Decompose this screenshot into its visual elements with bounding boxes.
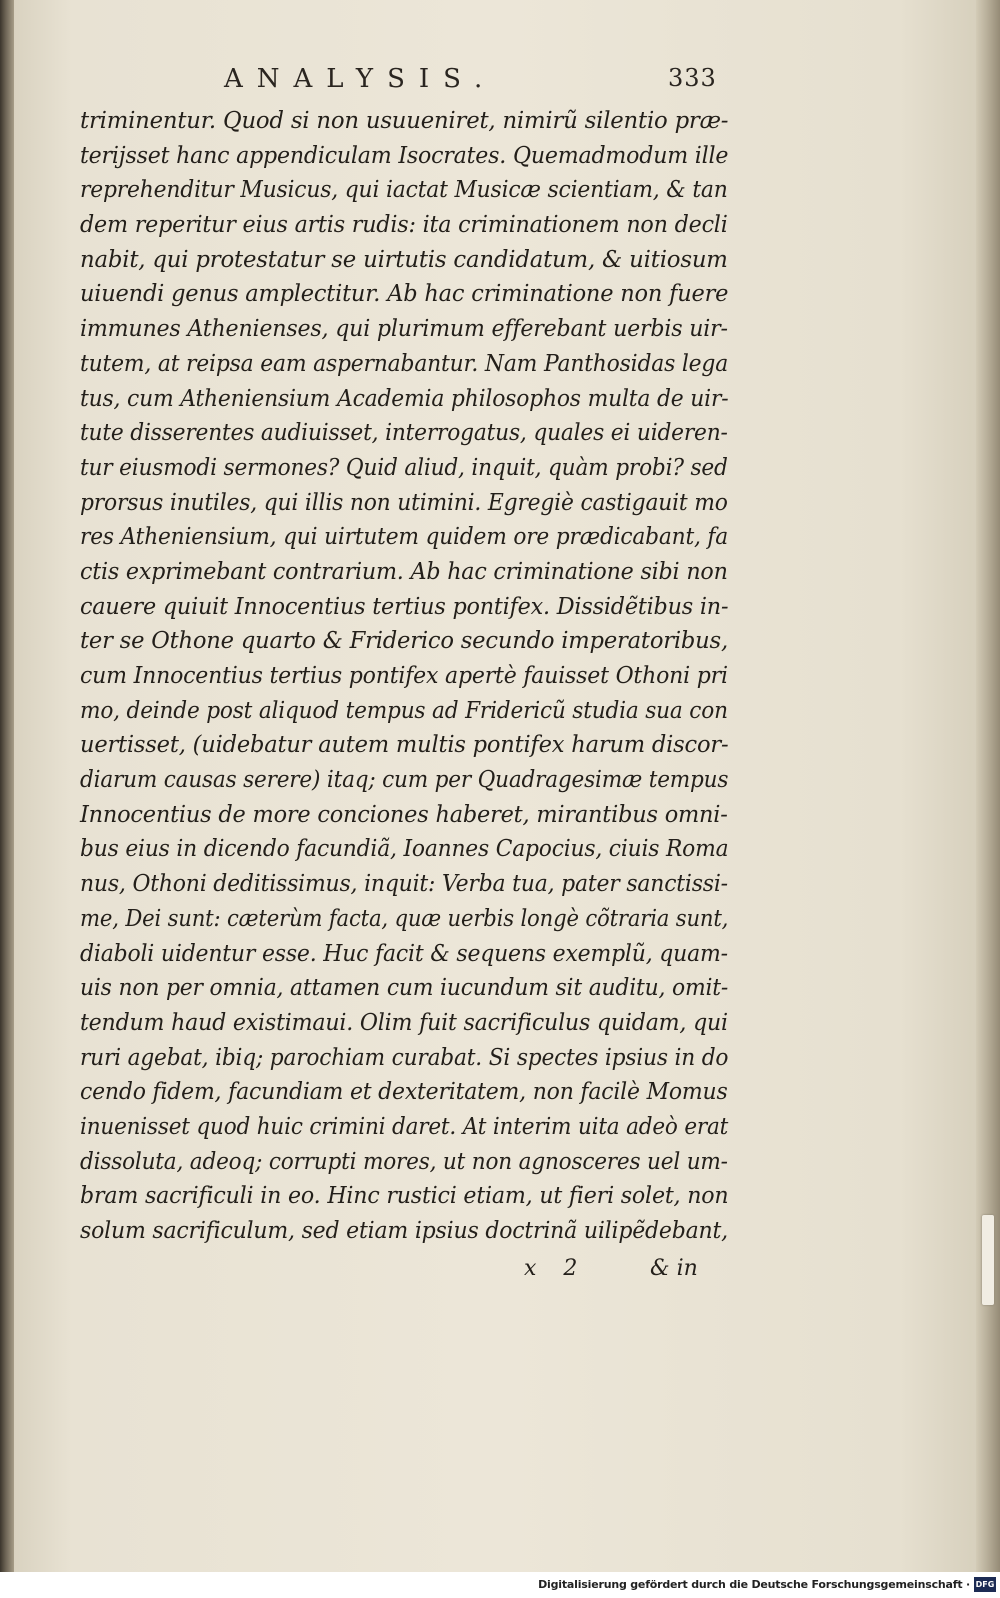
catchword: & in (650, 1256, 698, 1281)
page-fore-edge (976, 0, 1000, 1572)
text-line: ctis exprimebant contrarium. Ab hac criminatione sibi non (80, 558, 728, 585)
text-line: dem reperitur eius artis rudis: ita criminationem non decli (80, 212, 728, 239)
text-line: terijsset hanc appendiculam Isocrates. Quemadmodum ille (80, 142, 729, 169)
text-line: uiuendi genus amplectitur. Ab hac criminatione non fuere (80, 281, 729, 308)
text-line: prorsus inutiles, qui illis non utimini. Egregiè castigauit mo (80, 489, 728, 516)
credit-text: Digitalisierung gefördert durch die Deutsche Forschungsgemeinschaft · (538, 1578, 970, 1591)
text-line: tur eiusmodi sermones? Quid aliud, inquit, quàm probi? sed (80, 454, 728, 481)
text-line: tendum haud existimaui. Olim fuit sacrificulus quidam, qui (80, 1009, 728, 1036)
text-line: diarum causas serere) itaq; cum per Quadragesimæ tempus (80, 767, 729, 794)
dfg-logo: DFG (974, 1577, 996, 1592)
page-footer (14, 1256, 976, 1290)
text-line: uertisset, (uidebatur autem multis pontifex harum discor- (80, 732, 729, 759)
page-header (14, 64, 976, 104)
text-line: mo, deinde post aliquod tempus ad Fridericũ studia sua con (80, 697, 728, 724)
text-line: immunes Athenienses, qui plurimum efferebant uerbis uir- (80, 316, 728, 343)
text-line: inuenisset quod huic crimini daret. At interim uita adeò erat (80, 1113, 729, 1140)
text-line: tutem, at reipsa eam aspernabantur. Nam Panthosidas lega (80, 350, 729, 377)
text-line: nabit, qui protestatur se uirtutis candidatum, & uitiosum (80, 246, 728, 273)
text-line: cauere quiuit Innocentius tertius pontifex. Dissidẽtibus in- (80, 593, 729, 620)
text-line: triminentur. Quod si non usuueniret, nimirũ silentio præ- (80, 108, 729, 134)
text-line: reprehenditur Musicus, qui iactat Musicæ scientiam, & tan (80, 177, 728, 204)
text-line: tus, cum Atheniensium Academia philosophos multa de uir- (80, 385, 729, 412)
text-line: cendo fidem, facundiam et dexteritatem, non facilè Momus (80, 1079, 728, 1106)
signature-mark: x 2 (524, 1256, 588, 1281)
text-line: res Atheniensium, qui uirtutem quidem ore prædicabant, fa (80, 524, 729, 551)
text-line: bram sacrificuli in eo. Hinc rustici etiam, ut fieri solet, non (80, 1183, 729, 1210)
text-line: nus, Othoni deditissimus, inquit: Verba tua, pater sanctissi- (80, 871, 728, 898)
text-line: me, Dei sunt: cæterùm facta, quæ uerbis longè cõtraria sunt, (80, 905, 729, 932)
text-line: ruri agebat, ibiq; parochiam curabat. Si spectes ipsius in do (80, 1044, 729, 1071)
previous-page-edge (0, 0, 14, 1572)
text-line: diaboli uidentur esse. Huc facit & sequens exemplũ, quam- (80, 940, 728, 967)
digitization-credit-bar (0, 1572, 1000, 1598)
body-text (80, 104, 728, 1249)
page-number: 333 (668, 64, 717, 92)
text-line: solum sacrificulum, sed etiam ipsius doctrinã uilipẽdebant, (80, 1218, 728, 1244)
text-line: bus eius in dicendo facundiã, Ioannes Capocius, ciuis Roma (80, 836, 729, 863)
text-line: ter se Othone quarto & Friderico secundo imperatoribus, (80, 628, 728, 655)
text-line: uis non per omnia, attamen cum iucundum sit auditu, omit- (80, 975, 729, 1002)
show-through-margin (14, 120, 32, 500)
page-clip (982, 1215, 994, 1305)
running-head: ANALYSIS. (224, 64, 497, 94)
text-line: Innocentius de more conciones haberet, mirantibus omni- (80, 801, 728, 828)
text-line: cum Innocentius tertius pontifex apertè fauisset Othoni pri (80, 663, 728, 689)
text-line: dissoluta, adeoq; corrupti mores, ut non agnosceres uel um- (80, 1148, 728, 1175)
book-page (14, 0, 976, 1572)
text-line: tute disserentes audiuisset, interrogatus, quales ei uideren- (80, 420, 728, 447)
